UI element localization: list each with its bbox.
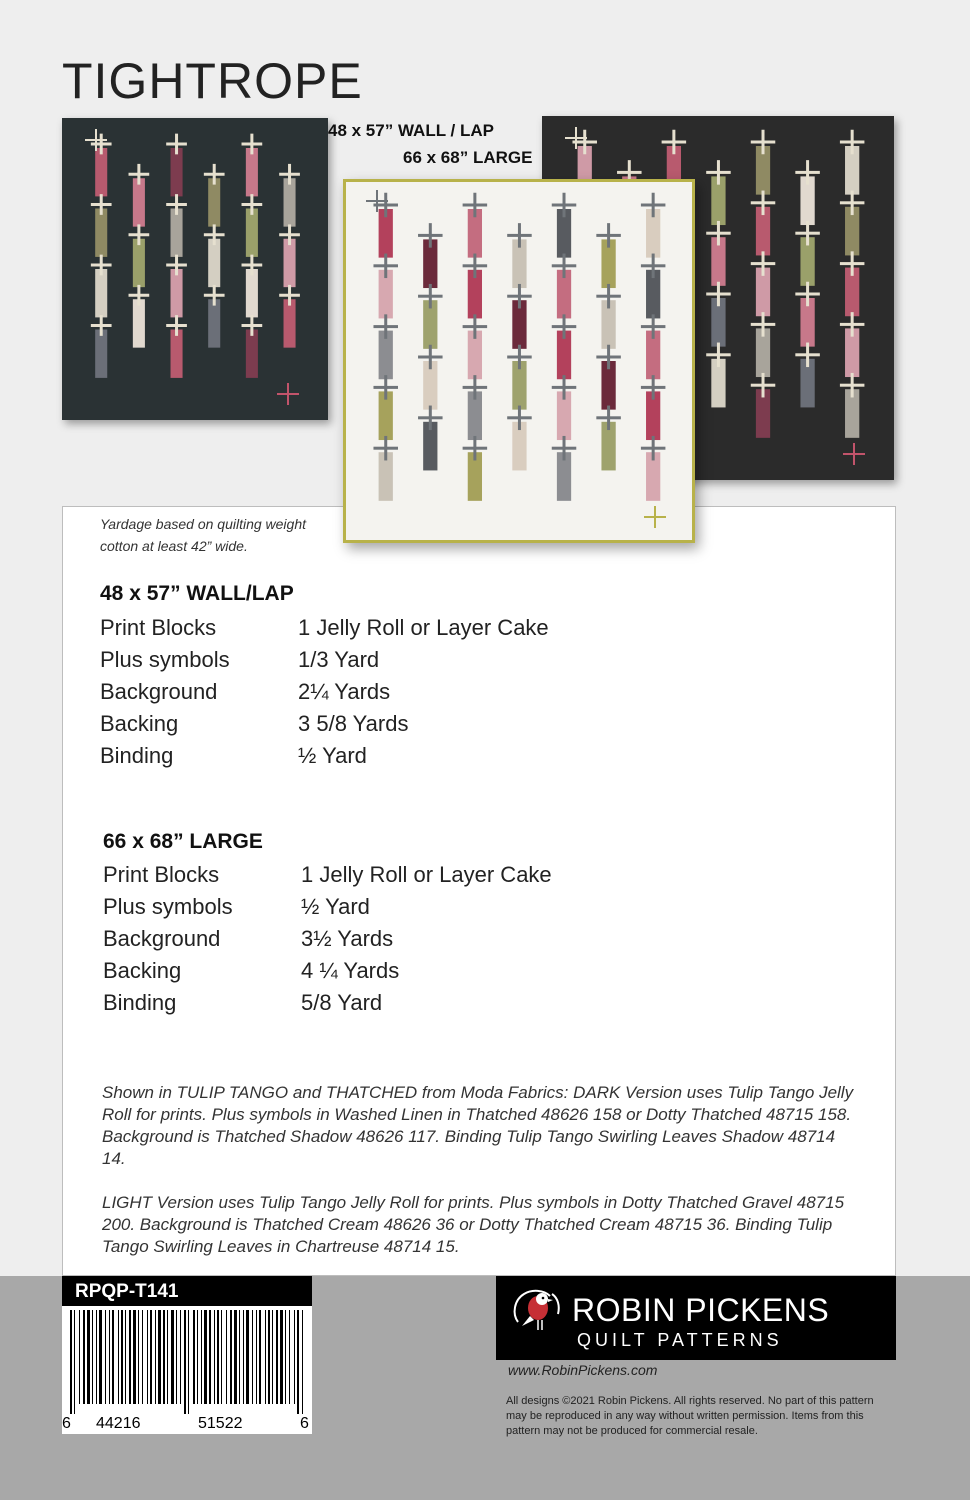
material-name: Binding <box>100 743 174 768</box>
barcode-bar <box>214 1310 215 1404</box>
plus-symbol-bar <box>806 160 809 185</box>
plus-symbol-bar <box>384 314 387 339</box>
barcode-bar <box>133 1310 136 1404</box>
barcode-bar <box>105 1310 106 1404</box>
barcode-bar <box>230 1310 232 1404</box>
print-block <box>95 148 107 196</box>
plus-symbol-bar <box>607 345 610 370</box>
plus-symbol-bar <box>100 134 103 155</box>
plus-symbol-bar <box>376 190 378 212</box>
plus-symbol-bar <box>806 221 809 246</box>
large-size-label: 66 x 68” LARGE <box>403 148 533 167</box>
print-block <box>95 269 107 317</box>
plus-symbol-bar <box>806 282 809 307</box>
barcode-bar <box>167 1310 168 1404</box>
barcode-bar <box>217 1310 219 1404</box>
plus-symbol-bar <box>762 251 765 276</box>
barcode-bar <box>209 1310 211 1404</box>
wall-lap-size-label: 48 x 57” WALL / LAP <box>328 121 494 140</box>
print-block <box>246 330 258 378</box>
plus-symbol-bar <box>518 223 521 248</box>
plus-symbol-bar <box>100 255 103 276</box>
barcode-bar <box>155 1310 156 1404</box>
plus-symbol-bar <box>473 375 476 400</box>
plus-symbol-bar <box>762 191 765 216</box>
print-block <box>284 299 296 347</box>
plus-symbol-bar <box>429 406 432 431</box>
barcode-bar <box>79 1310 80 1404</box>
barcode-bar <box>99 1310 102 1404</box>
plus-symbol-bar <box>563 254 566 279</box>
website-link[interactable]: www.RobinPickens.com <box>508 1362 658 1378</box>
barcode-bar <box>70 1310 72 1414</box>
plus-symbol-bar <box>384 254 387 279</box>
robin-bird-logo-icon <box>508 1286 566 1334</box>
barcode-bar <box>158 1310 161 1404</box>
material-name: Backing <box>103 958 182 983</box>
plus-symbol-bar <box>652 193 655 218</box>
plus-symbol-bar <box>717 343 720 368</box>
copyright-notice: All designs ©2021 Robin Pickens. All rights reserved. No part of this pattern may be reproduced in any way without written permission. Items from this pattern may not be produced for commercial resale. <box>506 1395 874 1437</box>
barcode-bar <box>74 1310 75 1414</box>
plus-symbol-bar <box>563 314 566 339</box>
barcode-bar <box>109 1310 110 1404</box>
barcode-bar <box>285 1310 286 1404</box>
plus-symbol-bar <box>175 194 178 215</box>
plus-symbol-bar <box>429 223 432 248</box>
barcode-digits: 6 <box>62 1415 71 1432</box>
plus-symbol-bar <box>851 130 854 155</box>
plus-symbol-bar <box>853 443 855 465</box>
plus-symbol-bar <box>384 193 387 218</box>
material-name: Background <box>103 926 221 951</box>
plus-symbol-bar <box>429 345 432 370</box>
barcode-bar <box>243 1310 244 1404</box>
print-block <box>133 239 145 287</box>
list-item <box>100 676 549 708</box>
barcode-bar <box>118 1310 119 1404</box>
barcode-bar <box>87 1310 90 1404</box>
plus-symbol-bar <box>384 436 387 461</box>
list-item <box>100 708 549 740</box>
print-block <box>208 299 220 347</box>
print-block <box>95 330 107 378</box>
barcode-bar <box>276 1310 278 1404</box>
barcode-bar <box>92 1310 93 1404</box>
print-block <box>246 209 258 257</box>
plus-symbol-bar <box>717 160 720 185</box>
list-item <box>100 612 549 644</box>
plus-symbol-bar <box>213 224 216 245</box>
plus-symbol-bar <box>473 436 476 461</box>
barcode-bar <box>188 1310 189 1414</box>
plus-symbol-bar <box>762 130 765 155</box>
plus-symbol-bar <box>717 221 720 246</box>
material-name: Plus symbols <box>100 647 230 672</box>
barcode-bar <box>112 1310 114 1404</box>
plus-symbol-bar <box>213 164 216 185</box>
plus-symbol-bar <box>518 406 521 431</box>
plus-symbol-bar <box>518 345 521 370</box>
barcode-bar <box>226 1310 227 1404</box>
barcode-digits: 51522 <box>198 1415 243 1432</box>
plus-symbol-bar <box>287 383 289 405</box>
print-block <box>246 148 258 196</box>
brand-subtitle: QUILT PATTERNS <box>577 1330 783 1350</box>
plus-symbol-bar <box>175 315 178 336</box>
print-block <box>208 239 220 287</box>
list-item <box>100 740 549 772</box>
barcode-bar <box>125 1310 126 1404</box>
yardage-note: Yardage based on quilting weight cotton at least 42” wide. <box>100 516 307 554</box>
plus-symbol-bar <box>806 343 809 368</box>
material-name: Plus symbols <box>103 894 233 919</box>
barcode-bar <box>176 1310 177 1404</box>
large-materials-list <box>103 859 552 1019</box>
plus-symbol-bar <box>607 284 610 309</box>
print-block <box>284 239 296 287</box>
plus-symbol-bar <box>137 285 140 306</box>
barcode-bar <box>268 1310 270 1404</box>
barcode-bar <box>234 1310 237 1404</box>
plus-symbol-bar <box>518 284 521 309</box>
barcode-bar <box>184 1310 186 1414</box>
plus-symbol-bar <box>607 406 610 431</box>
wall-lap-section-title: 48 x 57” WALL/LAP <box>100 582 294 605</box>
plus-symbol-bar <box>652 436 655 461</box>
plus-symbol-bar <box>100 315 103 336</box>
fabric-description-dark: Shown in TULIP TANGO and THATCHED from Moda Fabrics: DARK Version uses Tulip Tango Jelly Roll for prints. Plus symbols in Washed Linen in Thatched 48626 158 or Dotty Thatched 48715 158. Background is Thatched Shadow 48626 117. Binding Tulip Tango Swirling Leaves Shadow 48714 14. <box>102 1083 854 1168</box>
plus-symbol-bar <box>288 164 291 185</box>
barcode-bar <box>289 1310 290 1404</box>
plus-symbol-bar <box>652 254 655 279</box>
barcode-bar <box>138 1310 139 1404</box>
print-block <box>171 209 183 257</box>
plus-symbol-bar <box>583 130 586 155</box>
barcode-bar <box>147 1310 148 1404</box>
plus-symbol-bar <box>429 284 432 309</box>
material-name: Print Blocks <box>100 615 217 640</box>
barcode-bar <box>150 1310 152 1404</box>
print-block <box>133 299 145 347</box>
plus-symbol-bar <box>137 224 140 245</box>
page-title: TIGHTROPE <box>62 53 363 109</box>
sku-code: RPQP-T141 <box>75 1281 179 1302</box>
plus-symbol-bar <box>652 314 655 339</box>
material-quantity: 5/8 Yard <box>301 990 383 1015</box>
barcode-bar <box>163 1310 165 1404</box>
barcode-bar <box>246 1310 249 1404</box>
plus-symbol-bar <box>250 194 253 215</box>
plus-symbol-bar <box>563 436 566 461</box>
barcode-bar <box>121 1310 123 1404</box>
barcode-bar <box>265 1310 266 1404</box>
barcode-bar <box>302 1310 303 1414</box>
plus-symbol-bar <box>384 375 387 400</box>
barcode-bar <box>259 1310 261 1404</box>
barcode-bar <box>204 1310 207 1404</box>
plus-symbol-bar <box>851 373 854 398</box>
plus-symbol-bar <box>137 164 140 185</box>
list-item <box>103 923 552 955</box>
plus-symbol-bar <box>473 193 476 218</box>
barcode-bar <box>197 1310 198 1404</box>
plus-symbol-bar <box>100 194 103 215</box>
material-quantity: ½ Yard <box>301 894 370 919</box>
plus-symbol-bar <box>762 312 765 337</box>
plus-symbol-bar <box>95 129 97 151</box>
barcode-bar <box>83 1310 85 1404</box>
print-block <box>133 178 145 226</box>
print-block <box>284 178 296 226</box>
plus-symbol-bar <box>175 134 178 155</box>
list-item <box>103 955 552 987</box>
plus-symbol-bar <box>575 127 577 149</box>
barcode-bar <box>142 1310 143 1404</box>
barcode-bar <box>272 1310 273 1404</box>
plus-symbol-bar <box>607 223 610 248</box>
barcode-bar <box>221 1310 222 1404</box>
barcode-bar <box>256 1310 257 1404</box>
barcode-bar <box>252 1310 253 1404</box>
plus-symbol-bar <box>250 134 253 155</box>
plus-symbol-bar <box>288 224 291 245</box>
plus-symbol-bar <box>654 506 656 528</box>
print-block <box>246 269 258 317</box>
barcode-bar <box>297 1310 299 1414</box>
material-name: Backing <box>100 711 179 736</box>
print-block <box>208 178 220 226</box>
plus-symbol-bar <box>563 375 566 400</box>
plus-symbol-bar <box>717 282 720 307</box>
barcode-bar <box>193 1310 195 1404</box>
barcode-digits: 44216 <box>96 1415 141 1432</box>
wall-lap-materials-list <box>100 612 549 772</box>
plus-symbol-bar <box>250 315 253 336</box>
barcode-bar <box>294 1310 295 1404</box>
print-block <box>171 148 183 196</box>
quilt-dark-teal-image <box>62 118 328 420</box>
plus-symbol-bar <box>652 375 655 400</box>
barcode-bar <box>180 1310 181 1404</box>
material-name: Binding <box>103 990 177 1015</box>
print-block <box>171 330 183 378</box>
plus-symbol-bar <box>473 314 476 339</box>
plus-symbol-bar <box>851 191 854 216</box>
material-quantity: 3½ Yards <box>301 926 394 951</box>
material-quantity: 3 5/8 Yards <box>298 711 409 736</box>
brand-name: ROBIN PICKENS <box>572 1292 830 1328</box>
list-item <box>103 987 552 1019</box>
list-item <box>103 859 552 891</box>
fabric-description-light: LIGHT Version uses Tulip Tango Jelly Roll for prints. Plus symbols in Dotty Thatched Gravel 48715 200. Background is Thatched Cream 48626 36 or Dotty Thatched Cream 48715 36. Binding Tulip Tango Swirling Leaves in Chartreuse 48714 15. <box>102 1193 845 1256</box>
material-name: Print Blocks <box>103 862 220 887</box>
barcode-bar <box>171 1310 174 1404</box>
plus-symbol-bar <box>762 373 765 398</box>
material-quantity: 1 Jelly Roll or Layer Cake <box>298 615 549 640</box>
plus-symbol-bar <box>250 255 253 276</box>
barcode-bar <box>129 1310 131 1404</box>
plus-symbol-bar <box>288 285 291 306</box>
barcode-bar <box>239 1310 240 1404</box>
material-quantity: 1 Jelly Roll or Layer Cake <box>301 862 552 887</box>
large-section-title: 66 x 68” LARGE <box>103 830 263 853</box>
print-block <box>171 269 183 317</box>
barcode-bar <box>96 1310 97 1404</box>
list-item <box>103 891 552 923</box>
plus-symbol-bar <box>473 254 476 279</box>
barcode-digits: 6 <box>300 1415 309 1432</box>
print-block <box>95 209 107 257</box>
barcode-bar <box>201 1310 202 1404</box>
material-quantity: ½ Yard <box>298 743 367 768</box>
plus-symbol-bar <box>563 193 566 218</box>
material-quantity: 4 ¼ Yards <box>301 958 400 983</box>
barcode <box>62 1306 312 1434</box>
quilt-light-image <box>343 179 695 543</box>
list-item <box>100 644 549 676</box>
plus-symbol-bar <box>213 285 216 306</box>
plus-symbol-bar <box>175 255 178 276</box>
plus-symbol-bar <box>672 130 675 155</box>
plus-symbol-bar <box>851 251 854 276</box>
barcode-bar <box>280 1310 283 1404</box>
material-name: Background <box>100 679 218 704</box>
plus-symbol-bar <box>851 312 854 337</box>
material-quantity: 2¼ Yards <box>298 679 391 704</box>
material-quantity: 1/3 Yard <box>298 647 380 672</box>
